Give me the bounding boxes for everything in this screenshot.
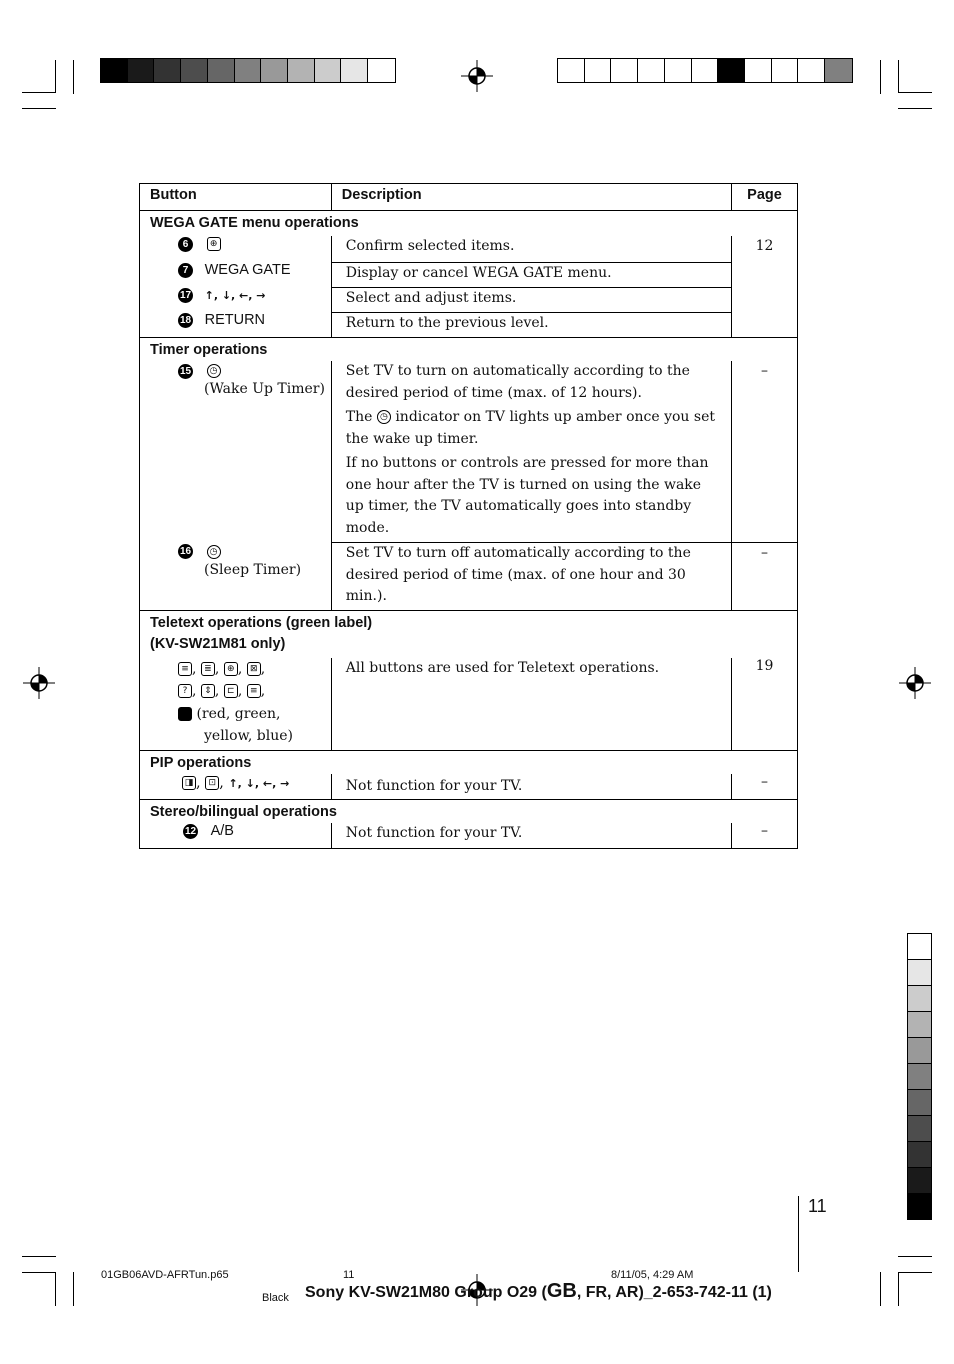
crop-mark <box>898 1272 932 1273</box>
pip-swap-icon: ⊡ <box>205 776 219 790</box>
crop-mark <box>73 1272 74 1306</box>
number-badge: 15 <box>179 365 192 377</box>
footer-date: 8/11/05, 4:29 AM <box>611 1269 694 1281</box>
table-row <box>140 361 798 543</box>
color-swatch <box>692 59 719 82</box>
button-table <box>139 183 798 849</box>
row-description: Confirm selected items. <box>331 236 731 262</box>
crop-mark <box>898 92 932 93</box>
color-swatch <box>638 59 665 82</box>
color-swatch <box>907 1037 932 1064</box>
button-label: (Sleep Timer) <box>204 561 302 578</box>
color-swatch <box>718 59 745 82</box>
color-swatch <box>798 59 825 82</box>
color-swatch <box>665 59 692 82</box>
table-header <box>140 184 798 211</box>
row-description: Set TV to turn off automatically according to the desired period of time (max. of one hour and 30 min.). <box>331 543 731 611</box>
color-swatch <box>611 59 638 82</box>
footer-model-prefix: Sony KV-SW21M80 Group O29 ( <box>305 1284 547 1301</box>
reveal-icon: ? <box>178 684 192 698</box>
row-description: Select and adjust items. <box>331 287 731 312</box>
color-bar-vertical <box>907 933 932 1219</box>
button-label: (Wake Up Timer) <box>204 381 325 397</box>
color-swatch <box>181 59 208 82</box>
pip-icon: ◨ <box>182 776 196 790</box>
ok-icon: ⊕ <box>207 237 221 251</box>
crop-mark <box>22 108 56 109</box>
color-swatch <box>772 59 799 82</box>
footer-model <box>305 1280 772 1303</box>
color-swatch <box>825 59 852 82</box>
crop-mark <box>73 60 74 94</box>
table-row <box>140 236 798 262</box>
row-page: 19 <box>732 658 798 751</box>
color-swatch <box>341 59 368 82</box>
row-description: Display or cancel WEGA GATE menu. <box>331 262 731 287</box>
footer-page: 11 <box>343 1269 355 1281</box>
color-swatch <box>235 59 262 82</box>
button-label: WEGA GATE <box>204 262 291 278</box>
number-badge: 17 <box>179 289 192 301</box>
teletext-mix-icon: ≣ <box>201 662 215 676</box>
table-row <box>140 543 798 611</box>
button-label: RETURN <box>204 312 266 328</box>
section-title <box>140 800 798 824</box>
color-swatch <box>315 59 342 82</box>
crop-mark <box>898 1272 899 1306</box>
section-title <box>140 750 798 774</box>
color-swatch <box>261 59 288 82</box>
section-stereo: Stereo/bilingual operations <box>140 800 798 824</box>
row-page: – <box>732 823 798 848</box>
color-button-icon <box>178 707 192 721</box>
enlarge-icon: ⊏ <box>224 684 238 698</box>
color-swatch <box>907 985 932 1012</box>
color-bar-left <box>100 58 396 83</box>
teletext-icons-row-1: ≡ , ≣ , ⊕ , ⊠ , <box>178 658 331 681</box>
table-row <box>140 823 798 848</box>
color-swatch <box>368 59 395 82</box>
row-description-prefix: The <box>345 409 373 425</box>
section-teletext: Teletext operations (green label) <box>150 614 373 631</box>
hold-icon: ⇕ <box>201 684 215 698</box>
color-swatch <box>907 1193 932 1220</box>
color-swatch <box>208 59 235 82</box>
row-page: – <box>732 361 798 543</box>
color-swatch <box>907 1115 932 1142</box>
color-swatch <box>154 59 181 82</box>
row-description: All buttons are used for Teletext operations. <box>331 658 731 751</box>
color-swatch <box>558 59 585 82</box>
number-badge: 6 <box>178 237 193 252</box>
header-button: Button <box>140 184 332 211</box>
crop-mark <box>55 60 56 92</box>
teletext-icons-row-3 <box>178 703 331 726</box>
table-row <box>140 658 798 751</box>
arrow-buttons-icon: ↑, ↓, ←, → <box>228 776 290 790</box>
color-swatch <box>101 59 128 82</box>
number-badge: 16 <box>179 546 192 557</box>
crop-mark <box>880 60 881 94</box>
color-swatch <box>907 1063 932 1090</box>
color-swatch <box>128 59 155 82</box>
row-description: Set TV to turn on automatically according to the desired period of time (max. of 12 hours). <box>345 363 690 401</box>
teletext-icon: ≡ <box>178 662 192 676</box>
table-row: ◨ , ⊡ , ↑, ↓, ←, → Not function for your TV. – <box>140 774 798 800</box>
number-badge: 7 <box>178 263 193 278</box>
crop-mark <box>22 1256 56 1257</box>
wake-timer-icon: ◷ <box>207 364 221 378</box>
crop-mark <box>22 92 56 93</box>
wake-timer-icon: ◷ <box>377 410 391 424</box>
color-bar-right <box>557 58 853 83</box>
row-description: Not function for your TV. <box>331 774 731 800</box>
number-badge: 18 <box>179 314 192 326</box>
row-page: – <box>732 774 798 800</box>
color-swatch <box>907 1141 932 1168</box>
teletext-icons-row-2: ? , ⇕ , ⊏ , ≡ , <box>178 680 331 703</box>
button-label: A/B <box>210 823 234 839</box>
page-number: 11 <box>808 1196 827 1216</box>
section-timer: Timer operations <box>140 338 798 362</box>
row-description: Not function for your TV. <box>331 823 731 848</box>
row-page: 12 <box>732 236 798 338</box>
footer-model-suffix: , FR, AR)_2-653-742-11 (1) <box>576 1284 772 1301</box>
color-swatch <box>585 59 612 82</box>
color-swatch <box>907 933 932 960</box>
crop-mark <box>22 1272 56 1273</box>
subpage-icon: ≡ <box>247 684 261 698</box>
section-title <box>140 211 798 237</box>
button-label: (red, green, <box>196 705 281 722</box>
registration-mark-icon <box>461 60 493 92</box>
crop-mark <box>898 1256 932 1257</box>
arrow-buttons-icon: ↑, ↓, ←, → <box>204 289 266 302</box>
table-row <box>140 312 798 338</box>
section-pip: PIP operations <box>140 750 798 774</box>
registration-mark-icon <box>899 667 931 699</box>
page-divider <box>798 1196 799 1272</box>
color-swatch <box>907 959 932 986</box>
sleep-timer-icon: ◷ <box>207 545 221 559</box>
footer-file: 01GB06AVD-AFRTun.p65 <box>101 1269 229 1281</box>
crop-mark <box>898 108 932 109</box>
color-swatch <box>907 1011 932 1038</box>
row-description: Return to the previous level. <box>331 312 731 338</box>
teletext-cancel-icon: ⊠ <box>247 662 261 676</box>
section-teletext-subtitle: (KV-SW21M81 only) <box>150 635 286 652</box>
footer-color: Black <box>262 1292 289 1304</box>
footer-model-gb: GB <box>546 1280 577 1302</box>
number-badge: 12 <box>184 825 197 837</box>
registration-mark-icon <box>23 667 55 699</box>
header-page: Page <box>732 184 798 211</box>
section-wega-gate: WEGA GATE menu operations <box>150 215 359 231</box>
color-swatch <box>907 1167 932 1194</box>
section-title <box>140 338 798 362</box>
color-swatch <box>288 59 315 82</box>
row-page: – <box>732 543 798 611</box>
crop-mark <box>880 1272 881 1306</box>
row-description: indicator on TV lights up amber once you set the wake up timer. <box>345 409 715 447</box>
crop-mark <box>898 60 899 92</box>
header-description: Description <box>331 184 731 211</box>
section-title <box>140 610 798 658</box>
row-description: If no buttons or controls are pressed for more than one hour after the TV is turned on using the wake up timer, the TV automatically goes into standby mode. <box>345 455 709 536</box>
button-label: yellow, blue) <box>204 728 294 744</box>
crop-mark <box>55 1272 56 1306</box>
table-row <box>140 287 798 312</box>
table-row <box>140 262 798 287</box>
color-swatch <box>745 59 772 82</box>
teletext-index-icon: ⊕ <box>224 662 238 676</box>
color-swatch <box>907 1089 932 1116</box>
